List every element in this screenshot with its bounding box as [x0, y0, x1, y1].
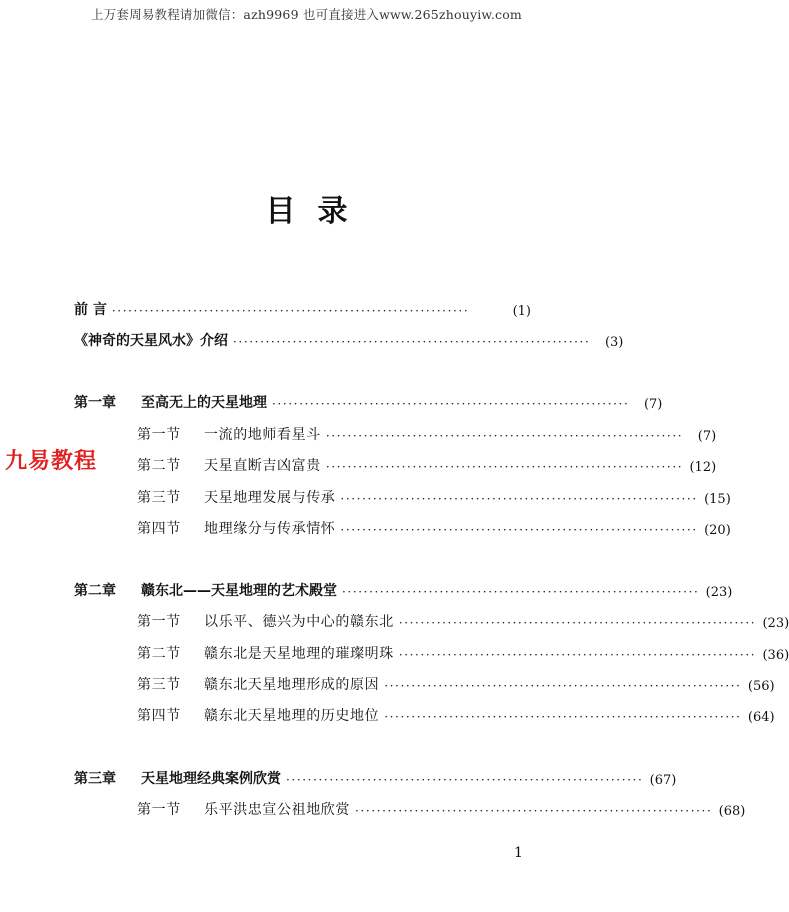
toc-page-number: (67)	[649, 773, 677, 788]
toc-entry-title: 天星直断吉凶富贵	[204, 458, 321, 474]
page-number: 1	[514, 845, 523, 861]
leader-dots: ··································································	[286, 773, 644, 787]
toc-page-number: (64)	[747, 710, 775, 725]
page-title: 目录	[265, 194, 370, 229]
leader-dots: ··································································	[398, 616, 757, 630]
toc-entry-section[interactable]	[137, 609, 789, 631]
toc-entry-title: 赣东北天星地理的历史地位	[204, 708, 380, 724]
leader-dots: ··································································	[342, 585, 700, 599]
leader-dots: ··································································	[355, 804, 713, 818]
toc-entry-section[interactable]	[137, 797, 746, 819]
leader-dots: ··································································	[233, 335, 591, 349]
watermark: 九易教程	[5, 449, 98, 474]
toc-entry-title: 乐平洪忠宣公祖地欣赏	[204, 802, 350, 818]
section-number: 第四节	[137, 708, 181, 724]
toc-entry-chapter-3[interactable]	[74, 766, 677, 788]
toc-page-number: (23)	[705, 585, 733, 600]
toc-entry-chapter-2[interactable]	[74, 578, 733, 600]
leader-dots: ··································································	[325, 429, 684, 443]
toc-entry-title: 天星地理经典案例欣赏	[141, 771, 281, 787]
leader-dots: ··································································	[340, 523, 698, 537]
toc-page-number: (12)	[689, 460, 717, 475]
toc-entry-chapter-1[interactable]	[74, 390, 663, 412]
toc-page-number: (56)	[747, 679, 775, 694]
section-number: 第一节	[137, 614, 181, 630]
toc-entry-title: 地理缘分与传承情怀	[204, 521, 336, 537]
section-number: 第二节	[137, 458, 181, 474]
leader-dots: ··································································	[384, 679, 742, 693]
toc-entry-intro[interactable]	[74, 328, 624, 350]
toc-entry-section[interactable]	[137, 485, 731, 507]
toc-page-number: (7)	[697, 429, 717, 444]
toc-entry-section[interactable]	[137, 422, 717, 444]
chapter-number: 第三章	[74, 771, 116, 787]
section-number: 第一节	[137, 802, 181, 818]
toc-entry-title: 至高无上的天星地理	[141, 395, 267, 411]
toc-entry-title: 前 言	[74, 302, 107, 318]
leader-dots: ··································································	[384, 710, 742, 724]
toc-entry-title: 天星地理发展与传承	[204, 490, 336, 506]
toc-page-number: (23)	[762, 616, 789, 631]
toc-entry-title: 赣东北是天星地理的璀璨明珠	[204, 646, 394, 662]
leader-dots: ··································································	[398, 648, 757, 662]
section-number: 第四节	[137, 521, 181, 537]
toc-entry-section[interactable]	[137, 641, 789, 663]
leader-dots: ··································································	[325, 460, 684, 474]
chapter-number: 第一章	[74, 395, 116, 411]
leader-dots: ··································································	[340, 492, 698, 506]
page-header-banner: 上万套周易教程请加微信：azh9969 也可直接进入www.265zhouyiw.com	[91, 7, 522, 22]
section-number: 第三节	[137, 490, 181, 506]
toc-entry-section[interactable]	[137, 516, 731, 538]
toc-entry-section[interactable]	[137, 672, 775, 694]
toc-page-number: (68)	[718, 804, 746, 819]
toc-entry-title: 赣东北天星地理形成的原因	[204, 677, 380, 693]
leader-dots: ··································································	[111, 304, 470, 318]
toc-entry-title: 以乐平、德兴为中心的赣东北	[204, 614, 394, 630]
leader-dots: ··································································	[272, 397, 630, 411]
toc-entry-preface[interactable]	[74, 297, 531, 319]
section-number: 第三节	[137, 677, 181, 693]
toc-page-number: (7)	[643, 397, 663, 412]
section-number: 第二节	[137, 646, 181, 662]
toc-page-number: (1)	[512, 304, 531, 319]
toc-entry-title: 赣东北——天星地理的艺术殿堂	[141, 583, 337, 599]
toc-page-number: (20)	[704, 523, 731, 538]
toc-entry-section[interactable]	[137, 453, 717, 475]
toc-page-number: (36)	[762, 648, 789, 663]
toc-page-number: (3)	[604, 335, 624, 350]
chapter-number: 第二章	[74, 583, 116, 599]
section-number: 第一节	[137, 427, 181, 443]
toc-entry-title: 《神奇的天星风水》介绍	[74, 333, 228, 349]
toc-entry-title: 一流的地师看星斗	[204, 427, 321, 443]
toc-page-number: (15)	[704, 492, 731, 507]
toc-entry-section[interactable]	[137, 703, 775, 725]
